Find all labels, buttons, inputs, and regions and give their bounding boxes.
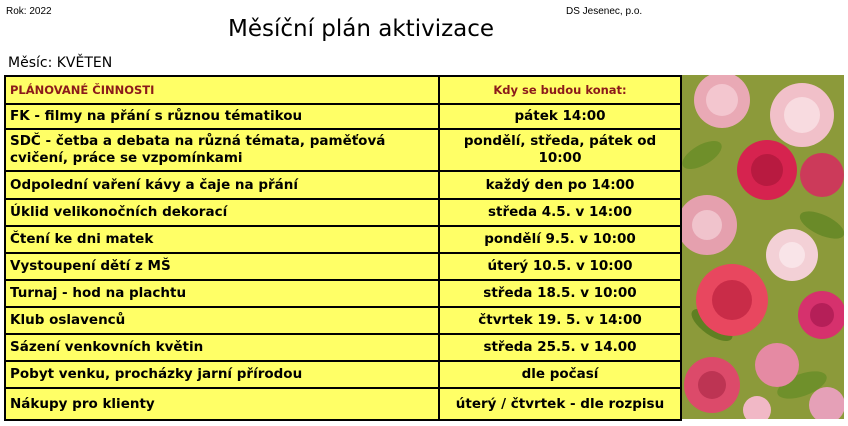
activity-cell: Klub oslavenců	[5, 307, 439, 334]
activity-cell: Pobyt venku, procházky jarní přírodou	[5, 361, 439, 388]
table-row	[5, 388, 681, 420]
column-header-when: Kdy se budou konat:	[439, 76, 681, 104]
when-cell: pondělí, středa, pátek od 10:00	[439, 129, 681, 171]
when-cell: pondělí 9.5. v 10:00	[439, 226, 681, 253]
table-row	[5, 199, 681, 226]
when-cell: úterý / čtvrtek - dle rozpisu	[439, 388, 681, 420]
activity-cell: Sázení venkovních květin	[5, 334, 439, 361]
table-row	[5, 104, 681, 129]
activity-cell: Turnaj - hod na plachtu	[5, 280, 439, 307]
month-label: Měsíc: KVĚTEN	[8, 55, 113, 71]
year-label: Rok: 2022	[6, 6, 52, 17]
organization-label: DS Jesenec, p.o.	[566, 6, 643, 17]
activity-cell: Odpolední vaření kávy a čaje na přání	[5, 171, 439, 199]
when-cell: čtvrtek 19. 5. v 14:00	[439, 307, 681, 334]
table-row	[5, 334, 681, 361]
when-cell: každý den po 14:00	[439, 171, 681, 199]
activity-cell: SDČ - četba a debata na různá témata, paměťová cvičení, práce se vzpomínkami	[5, 129, 439, 171]
activity-plan-table	[4, 75, 682, 421]
activity-cell: Nákupy pro klienty	[5, 388, 439, 420]
when-cell: úterý 10.5. v 10:00	[439, 253, 681, 280]
table-row	[5, 129, 681, 171]
flower-bouquet-image	[682, 75, 844, 419]
when-cell: pátek 14:00	[439, 104, 681, 129]
page-title: Měsíční plán aktivizace	[228, 16, 495, 42]
table-row	[5, 253, 681, 280]
when-cell: dle počasí	[439, 361, 681, 388]
table-row	[5, 171, 681, 199]
table-header-row	[5, 76, 681, 104]
table-row	[5, 226, 681, 253]
table-row	[5, 361, 681, 388]
table-row	[5, 307, 681, 334]
activity-cell: Čtení ke dni matek	[5, 226, 439, 253]
column-header-activities: PLÁNOVANÉ ČINNOSTI	[5, 76, 439, 104]
activity-cell: Vystoupení dětí z MŠ	[5, 253, 439, 280]
table-row	[5, 280, 681, 307]
activity-cell: Úklid velikonočních dekorací	[5, 199, 439, 226]
when-cell: středa 18.5. v 10:00	[439, 280, 681, 307]
when-cell: středa 4.5. v 14:00	[439, 199, 681, 226]
activity-cell: FK - filmy na přání s různou tématikou	[5, 104, 439, 129]
when-cell: středa 25.5. v 14.00	[439, 334, 681, 361]
